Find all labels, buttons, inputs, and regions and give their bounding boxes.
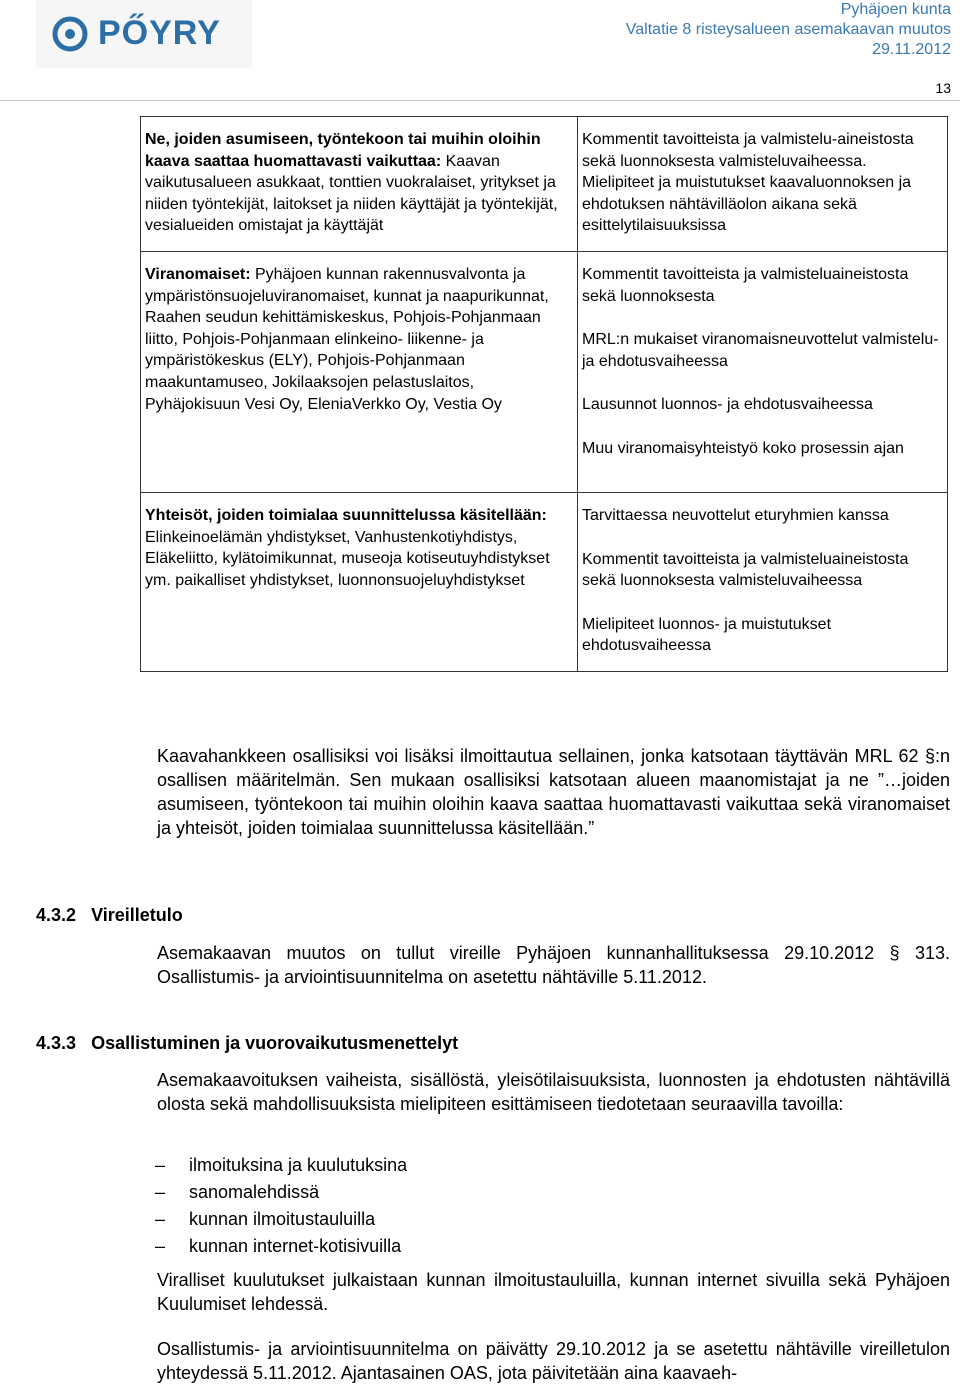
cell-text: Kommentit tavoitteista ja valmistelu-aineistosta sekä luonnoksesta valmisteluvaiheessa. Mielipiteet ja muistutukset kaavaluonnoksen ja ehdotuksen nähtävilläolon aikana sekä esittelytilaisuuksissa bbox=[582, 131, 914, 235]
section-title: Vireilletulo bbox=[91, 905, 183, 925]
cell-text: Pyhäjoen kunnan rakennusvalvonta ja ympäristönsuojeluviranomaiset, kunnat ja naapurikunnat, Raahen seudun kehittämiskeskus, Pohjois-Pohjanmaan liitto, Pohjois-Pohjanmaan elinkeino- liikenne- ja ympäristökeskus (ELY), Pohjois-Pohjanmaan maakuntamuseo, Jokilaaksojen pelastuslaitos, Pyhäjokisuun Vesi Oy, EleniaVerkko Oy, Vestia Oy bbox=[145, 265, 549, 413]
section-number: 4.3.2 bbox=[36, 905, 77, 925]
poyry-logo-icon bbox=[52, 16, 88, 52]
section-number: 4.3.3 bbox=[36, 1033, 77, 1053]
paragraph-communication: Asemakaavoituksen vaiheista, sisällöstä, yleisötilaisuuksista, luonnosten ja ehdotusten nähtävillä olosta sekä mahdollisuuksista mielipiteen esittämiseen tiedotetaan seuraavilla tavoilla: bbox=[157, 1070, 950, 1114]
table-cell-left bbox=[141, 251, 578, 492]
list-item-text: kunnan ilmoitustauluilla bbox=[189, 1209, 376, 1229]
header-project: Valtatie 8 risteysalueen asemakaavan muutos bbox=[625, 21, 951, 38]
paragraph-initiation: Asemakaavan muutos on tullut vireille Pyhäjoen kunnanhallituksessa 29.10.2012 § 313. Osallistumis- ja arviointisuunnitelma on asetettu nähtäville 5.11.2012. bbox=[157, 943, 950, 987]
section-heading-4-3-2 bbox=[36, 905, 183, 926]
section-title: Osallistuminen ja vuorovaikutusmenettelyt bbox=[91, 1033, 459, 1053]
table-cell-left bbox=[141, 492, 578, 671]
table-row bbox=[141, 492, 948, 671]
logo-wordmark: PŐYRY bbox=[98, 14, 221, 52]
participants-table bbox=[140, 116, 948, 672]
cell-heading: Yhteisöt, joiden toimialaa suunnittelussa käsitellään: bbox=[145, 506, 547, 524]
list-item bbox=[155, 1234, 401, 1258]
dash-marker: – bbox=[155, 1182, 166, 1202]
list-item-text: sanomalehdissä bbox=[189, 1182, 320, 1202]
company-logo bbox=[36, 0, 252, 68]
cell-text: Tarvittaessa neuvottelut eturyhmien kanssa bbox=[582, 506, 889, 524]
list-item bbox=[155, 1207, 375, 1231]
paragraph-participants: Kaavahankkeen osallisiksi voi lisäksi ilmoittautua sellainen, jonka katsotaan täyttävän MRL 62 §:n osallisen määritelmän. Sen mukaan osallisiksi katsotaan alueen maanomistajat ja ne ”…joiden asumiseen, työntekoon tai muihin oloihin kaava saattaa huomattavasti vaikuttaa sekä viranomaiset ja yhteisöt, joiden toimialaa suunnittelussa käsitellään.” bbox=[157, 746, 950, 838]
cell-text: Muu viranomaisyhteistyö koko prosessin ajan bbox=[582, 439, 904, 457]
cell-text: MRL:n mukaiset viranomaisneuvottelut valmistelu- ja ehdotusvaiheessa bbox=[582, 331, 939, 370]
cell-text: Mielipiteet luonnos- ja muistutukset ehdotusvaiheessa bbox=[582, 615, 832, 655]
cell-heading: Viranomaiset: bbox=[145, 265, 251, 283]
list-item bbox=[155, 1180, 319, 1204]
page-header bbox=[626, 0, 951, 60]
table-cell-right bbox=[578, 492, 948, 671]
header-date: 29.11.2012 bbox=[872, 41, 951, 58]
table-cell-left bbox=[141, 117, 578, 252]
dash-marker: – bbox=[155, 1209, 166, 1229]
header-municipality: Pyhäjoen kunta bbox=[840, 1, 951, 18]
table-row bbox=[141, 117, 948, 252]
page-number: 13 bbox=[935, 80, 951, 96]
paragraph-official-notices: Viralliset kuulutukset julkaistaan kunnan ilmoitustauluilla, kunnan internet sivuilla sekä Pyhäjoen Kuulumiset lehdessä. bbox=[157, 1270, 950, 1314]
dash-marker: – bbox=[155, 1155, 166, 1175]
cell-text: Elinkeinoelämän yhdistykset, Vanhustenkotiyhdistys, Eläkeliitto, kylätoimikunnat, museoja kotiseutuyhdistykset ym. paikalliset yhdistykset, luonnonsuojeluyhdistykset bbox=[145, 528, 550, 589]
header-divider bbox=[0, 100, 960, 101]
cell-heading: Ne, joiden asumiseen, työntekoon tai muihin oloihin kaava saattaa huomattavasti vaikuttaa: bbox=[145, 131, 541, 170]
table-cell-right bbox=[578, 117, 948, 252]
cell-text: Kommentit tavoitteista ja valmisteluaineistosta sekä luonnoksesta valmisteluvaiheessa bbox=[582, 550, 909, 590]
list-item bbox=[155, 1153, 407, 1177]
section-heading-4-3-3 bbox=[36, 1033, 458, 1054]
cell-text: Lausunnot luonnos- ja ehdotusvaiheessa bbox=[582, 396, 873, 414]
cell-text: Kommentit tavoitteista ja valmisteluaineistosta sekä luonnoksesta bbox=[582, 265, 909, 305]
cell-text: Kaavan vaikutusalueen asukkaat, tonttien vuokralaiset, yritykset ja niiden työntekijät, laitokset ja niiden käyttäjät ja työntekijät, vesialueiden omistajat ja käyttäjät bbox=[145, 152, 558, 235]
dash-marker: – bbox=[155, 1236, 166, 1256]
table-cell-right bbox=[578, 251, 948, 492]
list-item-text: kunnan internet-kotisivuilla bbox=[189, 1236, 402, 1256]
list-item-text: ilmoituksina ja kuulutuksina bbox=[189, 1155, 408, 1175]
paragraph-oas: Osallistumis- ja arviointisuunnitelma on päivätty 29.10.2012 ja se asetettu nähtäville vireilletulon yhteydessä 5.11.2012. Ajantasainen OAS, jota päivitetään aina kaavaeh- bbox=[157, 1339, 950, 1383]
table-row bbox=[141, 251, 948, 492]
